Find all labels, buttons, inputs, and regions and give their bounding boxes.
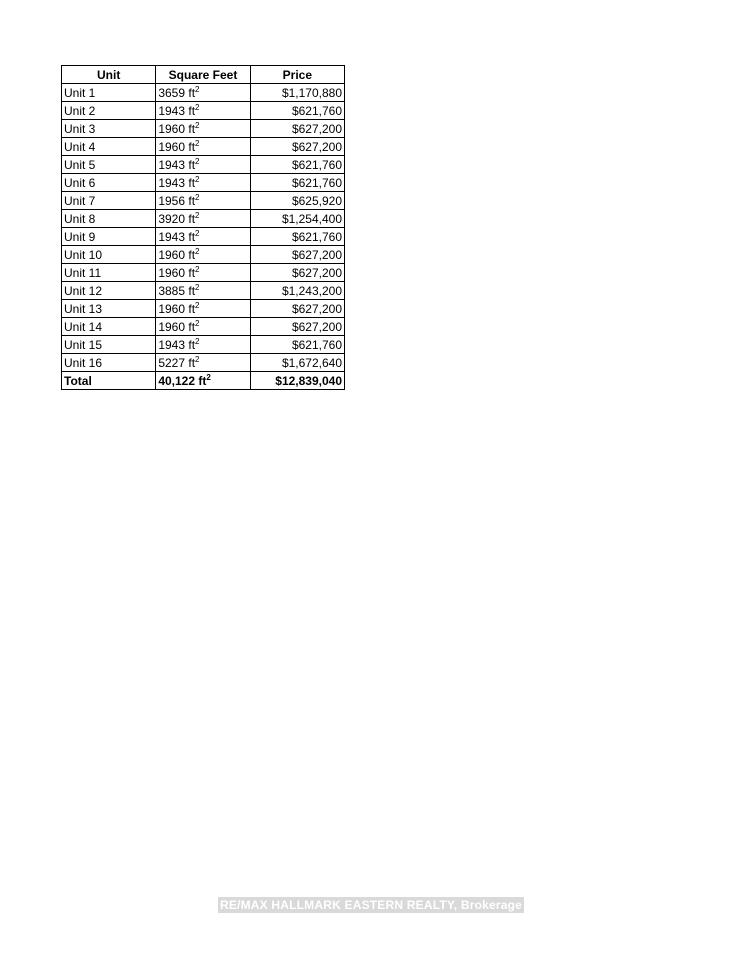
- area-unit: ft: [188, 85, 196, 100]
- square-feet-cell: [156, 84, 250, 102]
- square-feet-cell: [156, 354, 250, 372]
- area-exponent: 2: [206, 372, 211, 382]
- unit-cell: Unit 11: [62, 264, 156, 282]
- square-feet-cell: [156, 300, 250, 318]
- square-feet-value: 1943: [158, 103, 186, 118]
- square-feet-cell: [156, 156, 250, 174]
- table-row: [62, 102, 345, 120]
- area-unit: ft: [188, 283, 196, 298]
- square-feet-cell: [156, 120, 250, 138]
- area-unit: ft: [188, 319, 196, 334]
- table-row: [62, 300, 345, 318]
- square-feet-cell: [156, 264, 250, 282]
- price-cell: $627,200: [250, 318, 344, 336]
- square-feet-value: 1960: [158, 247, 186, 262]
- square-feet-cell: [156, 282, 250, 300]
- header-unit: Unit: [62, 66, 156, 84]
- unit-cell: Unit 3: [62, 120, 156, 138]
- area-unit: ft: [188, 193, 196, 208]
- square-feet-value: 3659: [158, 85, 186, 100]
- unit-cell: Unit 2: [62, 102, 156, 120]
- area-exponent: 2: [195, 282, 200, 292]
- unit-cell: Unit 16: [62, 354, 156, 372]
- price-cell: $627,200: [250, 138, 344, 156]
- area-unit: ft: [188, 175, 196, 190]
- table-row: [62, 156, 345, 174]
- area-unit: ft: [188, 211, 196, 226]
- table-header-row: [62, 66, 345, 84]
- area-unit: ft: [188, 157, 196, 172]
- units-price-table: [61, 65, 345, 390]
- unit-cell: Unit 13: [62, 300, 156, 318]
- square-feet-value: 1943: [158, 337, 186, 352]
- unit-cell: Unit 10: [62, 246, 156, 264]
- unit-cell: Total: [62, 372, 156, 390]
- price-cell: $627,200: [250, 120, 344, 138]
- square-feet-cell: [156, 102, 250, 120]
- area-unit: ft: [188, 103, 196, 118]
- price-cell: $621,760: [250, 174, 344, 192]
- area-exponent: 2: [195, 210, 200, 220]
- square-feet-value: 1943: [158, 175, 186, 190]
- table-row: [62, 120, 345, 138]
- brokerage-footer: [0, 896, 742, 914]
- square-feet-cell: [156, 246, 250, 264]
- square-feet-value: 1943: [158, 229, 186, 244]
- square-feet-cell: [156, 174, 250, 192]
- square-feet-value: 3885: [158, 283, 186, 298]
- square-feet-cell: [156, 228, 250, 246]
- table-row: [62, 192, 345, 210]
- unit-cell: Unit 12: [62, 282, 156, 300]
- square-feet-value: 40,122: [158, 373, 196, 388]
- square-feet-value: 1960: [158, 301, 186, 316]
- unit-cell: Unit 15: [62, 336, 156, 354]
- header-price: Price: [250, 66, 344, 84]
- unit-cell: Unit 4: [62, 138, 156, 156]
- area-exponent: 2: [195, 192, 200, 202]
- price-cell: $1,170,880: [250, 84, 344, 102]
- unit-cell: Unit 5: [62, 156, 156, 174]
- price-cell: $621,760: [250, 336, 344, 354]
- price-cell: $1,254,400: [250, 210, 344, 228]
- table-row: [62, 354, 345, 372]
- price-cell: $627,200: [250, 264, 344, 282]
- area-unit: ft: [188, 265, 196, 280]
- square-feet-cell: [156, 318, 250, 336]
- unit-cell: Unit 7: [62, 192, 156, 210]
- header-square-feet: Square Feet: [156, 66, 250, 84]
- area-exponent: 2: [195, 84, 200, 94]
- area-unit: ft: [188, 247, 196, 262]
- price-cell: $625,920: [250, 192, 344, 210]
- unit-cell: Unit 8: [62, 210, 156, 228]
- square-feet-value: 1960: [158, 319, 186, 334]
- square-feet-cell: [156, 372, 250, 390]
- area-exponent: 2: [195, 264, 200, 274]
- square-feet-value: 3920: [158, 211, 186, 226]
- area-unit: ft: [188, 337, 196, 352]
- price-cell: $627,200: [250, 246, 344, 264]
- table-total-row: [62, 372, 345, 390]
- area-exponent: 2: [195, 354, 200, 364]
- square-feet-value: 1956: [158, 193, 186, 208]
- table-row: [62, 138, 345, 156]
- area-exponent: 2: [195, 102, 200, 112]
- square-feet-cell: [156, 192, 250, 210]
- price-cell: $621,760: [250, 156, 344, 174]
- square-feet-cell: [156, 138, 250, 156]
- price-cell: $621,760: [250, 102, 344, 120]
- area-unit: ft: [188, 229, 196, 244]
- price-cell: $12,839,040: [250, 372, 344, 390]
- square-feet-value: 1960: [158, 121, 186, 136]
- area-exponent: 2: [195, 300, 200, 310]
- unit-cell: Unit 9: [62, 228, 156, 246]
- unit-cell: Unit 1: [62, 84, 156, 102]
- unit-cell: Unit 6: [62, 174, 156, 192]
- table-row: [62, 228, 345, 246]
- price-cell: $621,760: [250, 228, 344, 246]
- area-exponent: 2: [195, 228, 200, 238]
- area-exponent: 2: [195, 174, 200, 184]
- square-feet-cell: [156, 210, 250, 228]
- table-row: [62, 318, 345, 336]
- square-feet-value: 5227: [158, 355, 186, 370]
- table-row: [62, 84, 345, 102]
- price-cell: $627,200: [250, 300, 344, 318]
- table-row: [62, 210, 345, 228]
- area-exponent: 2: [195, 336, 200, 346]
- area-exponent: 2: [195, 138, 200, 148]
- area-unit: ft: [198, 373, 207, 388]
- square-feet-value: 1943: [158, 157, 186, 172]
- area-unit: ft: [188, 121, 196, 136]
- table-body: [62, 84, 345, 390]
- area-exponent: 2: [195, 318, 200, 328]
- area-exponent: 2: [195, 246, 200, 256]
- footer-text: RE/MAX HALLMARK EASTERN REALTY, Brokerage: [219, 898, 522, 912]
- square-feet-value: 1960: [158, 139, 186, 154]
- area-unit: ft: [188, 139, 196, 154]
- area-exponent: 2: [195, 120, 200, 130]
- table-row: [62, 282, 345, 300]
- square-feet-cell: [156, 336, 250, 354]
- table-row: [62, 174, 345, 192]
- unit-cell: Unit 14: [62, 318, 156, 336]
- price-cell: $1,672,640: [250, 354, 344, 372]
- table-row: [62, 336, 345, 354]
- area-unit: ft: [188, 355, 196, 370]
- table-row: [62, 246, 345, 264]
- area-unit: ft: [188, 301, 196, 316]
- table-row: [62, 264, 345, 282]
- square-feet-value: 1960: [158, 265, 186, 280]
- price-cell: $1,243,200: [250, 282, 344, 300]
- area-exponent: 2: [195, 156, 200, 166]
